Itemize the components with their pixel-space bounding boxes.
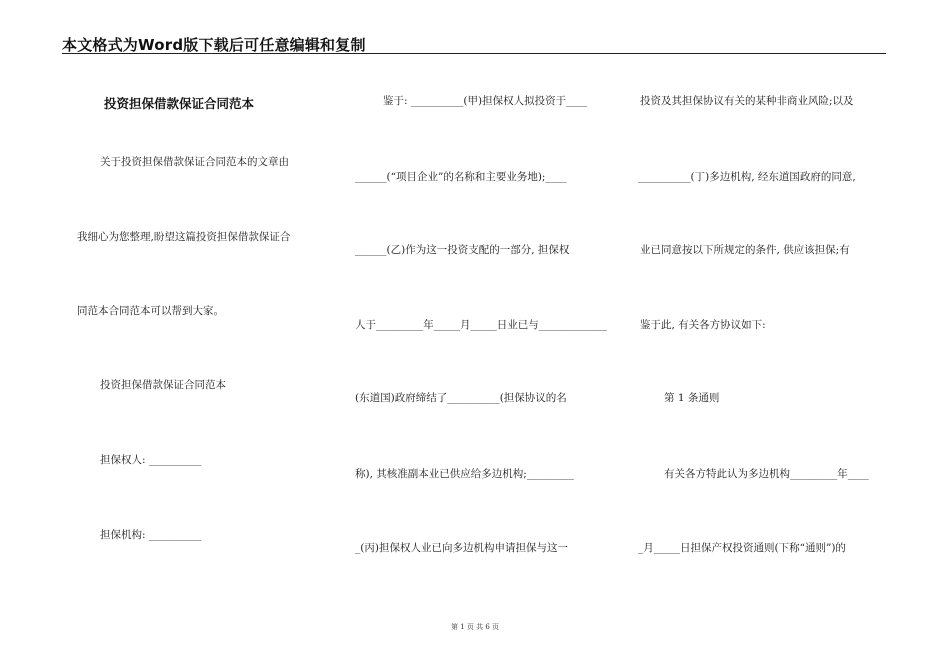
- column-3: [636, 60, 892, 620]
- paragraph-line: (东道国)政府缔结了__________(担保协议的名: [355, 392, 567, 404]
- paragraph-line: 关于投资担保借款保证合同范本的文章由: [100, 156, 289, 168]
- header-title: 本文格式为Word版下载后可任意编辑和复制: [62, 36, 366, 54]
- section-heading: 第 1 条通则: [664, 392, 720, 404]
- paragraph-line: 投资担保借款保证合同范本: [100, 379, 226, 391]
- paragraph-line: ______(“项目企业”的名称和主要业务地);____: [355, 171, 567, 183]
- paragraph-line: 投资及其担保协议有关的某种非商业风险;以及: [640, 95, 854, 107]
- header-divider: [62, 53, 886, 54]
- document-title: 投资担保借款保证合同范本: [104, 96, 255, 111]
- paragraph-line: 鉴于: __________(甲)担保权人拟投资于____: [383, 95, 588, 107]
- paragraph-line: 有关各方特此认为多边机构_________年____: [664, 468, 869, 480]
- paragraph-line: 我细心为您整理,盼望这篇投资担保借款保证合: [77, 231, 291, 243]
- column-2: [355, 60, 610, 620]
- paragraph-line: 人于_________年_____月_____日业已与_____________: [355, 319, 607, 331]
- paragraph-line: 鉴于此, 有关各方协议如下:: [640, 319, 766, 331]
- paragraph-line: 业已同意按以下所规定的条件, 供应该担保;有: [640, 244, 850, 256]
- paragraph-line: 称), 其核准副本业已供应给多边机构;_________: [355, 468, 575, 480]
- column-1: [62, 60, 338, 620]
- paragraph-line: ______(乙)作为这一投资支配的一部分, 担保权: [355, 244, 570, 256]
- paragraph-line: _(丙)担保权人业已向多边机构申请担保与这一: [355, 542, 568, 554]
- guarantee-holder-field: 担保权人: __________: [100, 454, 202, 466]
- page-number: 第 1 页 共 6 页: [450, 623, 500, 631]
- paragraph-line: _月_____日担保产权投资通则(下称“通则”)的: [638, 542, 846, 554]
- paragraph-line: __________(丁)多边机构, 经东道国政府的同意,: [638, 171, 856, 183]
- paragraph-line: 同范本合同范本可以帮到大家。: [77, 305, 224, 317]
- guarantee-agency-field: 担保机构: __________: [100, 529, 202, 541]
